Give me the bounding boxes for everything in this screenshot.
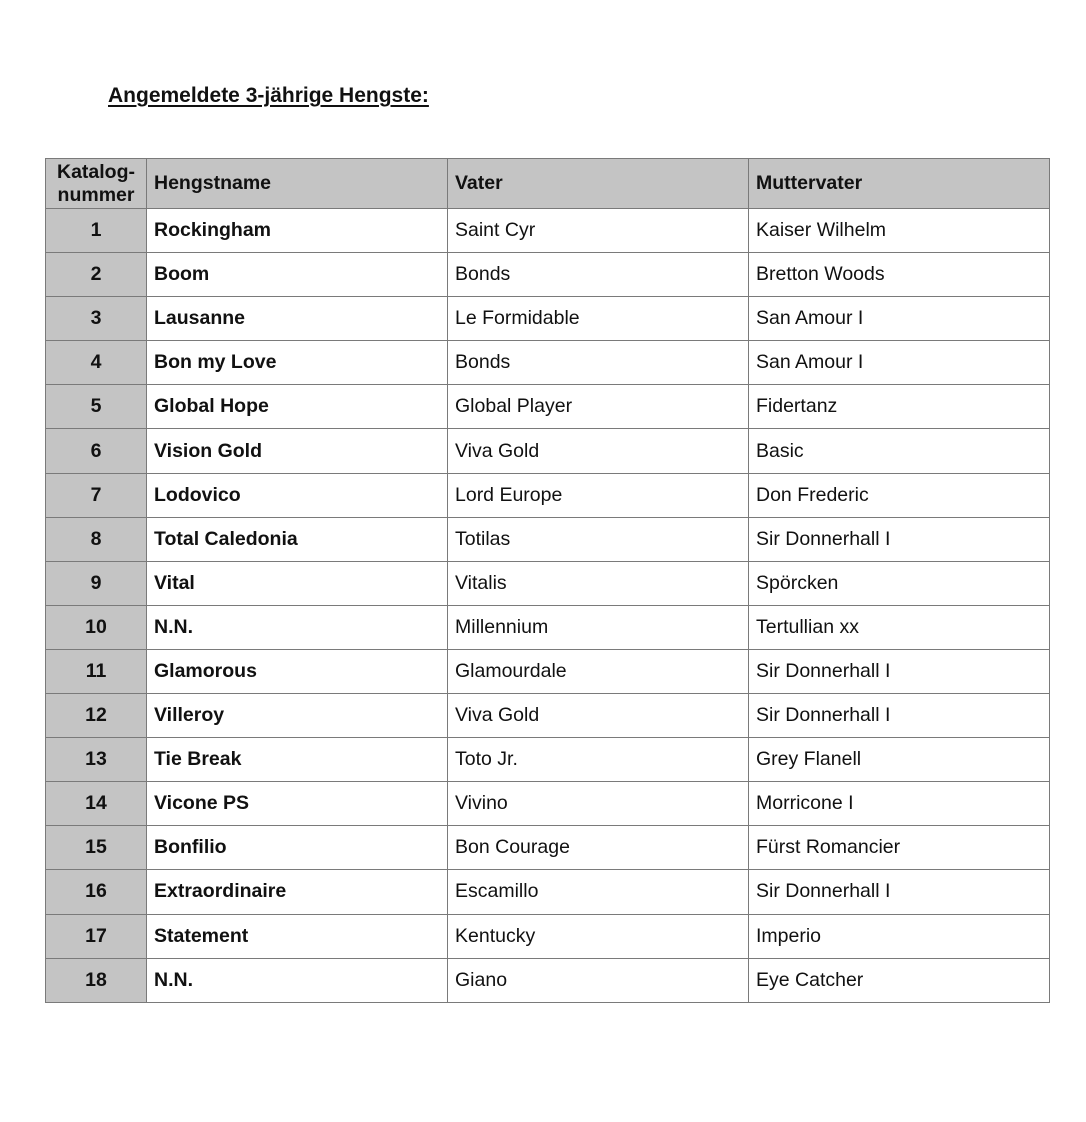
catalog-number-cell: 13 <box>46 738 147 782</box>
stallion-name-cell: Statement <box>147 914 448 958</box>
catalog-number-cell: 16 <box>46 870 147 914</box>
maternal-grandsire-cell: Spörcken <box>749 561 1050 605</box>
catalog-number-cell: 17 <box>46 914 147 958</box>
header-stallion-name: Hengstname <box>147 159 448 209</box>
catalog-number-cell: 18 <box>46 958 147 1002</box>
stallion-table <box>45 158 1050 1003</box>
father-cell: Toto Jr. <box>448 738 749 782</box>
stallion-name-cell: N.N. <box>147 958 448 1002</box>
header-maternal-grandsire: Muttervater <box>749 159 1050 209</box>
catalog-number-cell: 9 <box>46 561 147 605</box>
stallion-name-cell: Vicone PS <box>147 782 448 826</box>
catalog-number-cell: 10 <box>46 605 147 649</box>
table-row <box>46 473 1050 517</box>
stallion-name-cell: Vision Gold <box>147 429 448 473</box>
maternal-grandsire-cell: Fürst Romancier <box>749 826 1050 870</box>
header-catalog-number-line1: Katalog- <box>57 160 135 183</box>
table-header <box>46 159 1050 209</box>
father-cell: Vivino <box>448 782 749 826</box>
stallion-name-cell: Bon my Love <box>147 341 448 385</box>
maternal-grandsire-cell: Kaiser Wilhelm <box>749 209 1050 253</box>
table-row <box>46 297 1050 341</box>
table-row <box>46 738 1050 782</box>
father-cell: Saint Cyr <box>448 209 749 253</box>
catalog-number-cell: 6 <box>46 429 147 473</box>
father-cell: Lord Europe <box>448 473 749 517</box>
father-cell: Giano <box>448 958 749 1002</box>
table-row <box>46 649 1050 693</box>
table-row <box>46 605 1050 649</box>
father-cell: Le Formidable <box>448 297 749 341</box>
catalog-number-cell: 2 <box>46 253 147 297</box>
father-cell: Viva Gold <box>448 694 749 738</box>
father-cell: Bonds <box>448 253 749 297</box>
table-row <box>46 826 1050 870</box>
father-cell: Bonds <box>448 341 749 385</box>
table-row <box>46 561 1050 605</box>
stallion-name-cell: Vital <box>147 561 448 605</box>
father-cell: Viva Gold <box>448 429 749 473</box>
stallion-name-cell: Tie Break <box>147 738 448 782</box>
table-row <box>46 517 1050 561</box>
maternal-grandsire-cell: Grey Flanell <box>749 738 1050 782</box>
header-catalog-number-line2: nummer <box>57 183 135 206</box>
maternal-grandsire-cell: Sir Donnerhall I <box>749 517 1050 561</box>
maternal-grandsire-cell: Morricone I <box>749 782 1050 826</box>
father-cell: Bon Courage <box>448 826 749 870</box>
maternal-grandsire-cell: Sir Donnerhall I <box>749 870 1050 914</box>
maternal-grandsire-cell: Tertullian xx <box>749 605 1050 649</box>
catalog-number-cell: 14 <box>46 782 147 826</box>
catalog-number-cell: 7 <box>46 473 147 517</box>
maternal-grandsire-cell: San Amour I <box>749 341 1050 385</box>
table-row <box>46 782 1050 826</box>
table-row <box>46 341 1050 385</box>
stallion-name-cell: Bonfilio <box>147 826 448 870</box>
stallion-name-cell: Lodovico <box>147 473 448 517</box>
stallion-name-cell: Extraordinaire <box>147 870 448 914</box>
table-row <box>46 429 1050 473</box>
maternal-grandsire-cell: San Amour I <box>749 297 1050 341</box>
catalog-number-cell: 5 <box>46 385 147 429</box>
father-cell: Global Player <box>448 385 749 429</box>
maternal-grandsire-cell: Basic <box>749 429 1050 473</box>
maternal-grandsire-cell: Bretton Woods <box>749 253 1050 297</box>
table-row <box>46 209 1050 253</box>
father-cell: Totilas <box>448 517 749 561</box>
father-cell: Vitalis <box>448 561 749 605</box>
father-cell: Millennium <box>448 605 749 649</box>
table-row <box>46 385 1050 429</box>
catalog-number-cell: 4 <box>46 341 147 385</box>
stallion-name-cell: Glamorous <box>147 649 448 693</box>
table-row <box>46 958 1050 1002</box>
catalog-number-cell: 12 <box>46 694 147 738</box>
maternal-grandsire-cell: Fidertanz <box>749 385 1050 429</box>
father-cell: Glamourdale <box>448 649 749 693</box>
stallion-name-cell: Villeroy <box>147 694 448 738</box>
table-body <box>46 209 1050 1003</box>
table-row <box>46 694 1050 738</box>
catalog-number-cell: 8 <box>46 517 147 561</box>
header-father: Vater <box>448 159 749 209</box>
stallion-name-cell: Total Caledonia <box>147 517 448 561</box>
catalog-number-cell: 3 <box>46 297 147 341</box>
catalog-number-cell: 1 <box>46 209 147 253</box>
header-catalog-number <box>46 159 147 209</box>
table-row <box>46 914 1050 958</box>
table-row <box>46 870 1050 914</box>
maternal-grandsire-cell: Sir Donnerhall I <box>749 649 1050 693</box>
stallion-name-cell: N.N. <box>147 605 448 649</box>
maternal-grandsire-cell: Sir Donnerhall I <box>749 694 1050 738</box>
stallion-name-cell: Rockingham <box>147 209 448 253</box>
catalog-number-cell: 11 <box>46 649 147 693</box>
maternal-grandsire-cell: Eye Catcher <box>749 958 1050 1002</box>
catalog-number-cell: 15 <box>46 826 147 870</box>
header-row <box>46 159 1050 209</box>
father-cell: Escamillo <box>448 870 749 914</box>
maternal-grandsire-cell: Don Frederic <box>749 473 1050 517</box>
father-cell: Kentucky <box>448 914 749 958</box>
page-title: Angemeldete 3-jährige Hengste: <box>108 84 429 107</box>
stallion-name-cell: Global Hope <box>147 385 448 429</box>
maternal-grandsire-cell: Imperio <box>749 914 1050 958</box>
table-row <box>46 253 1050 297</box>
stallion-name-cell: Lausanne <box>147 297 448 341</box>
stallion-name-cell: Boom <box>147 253 448 297</box>
